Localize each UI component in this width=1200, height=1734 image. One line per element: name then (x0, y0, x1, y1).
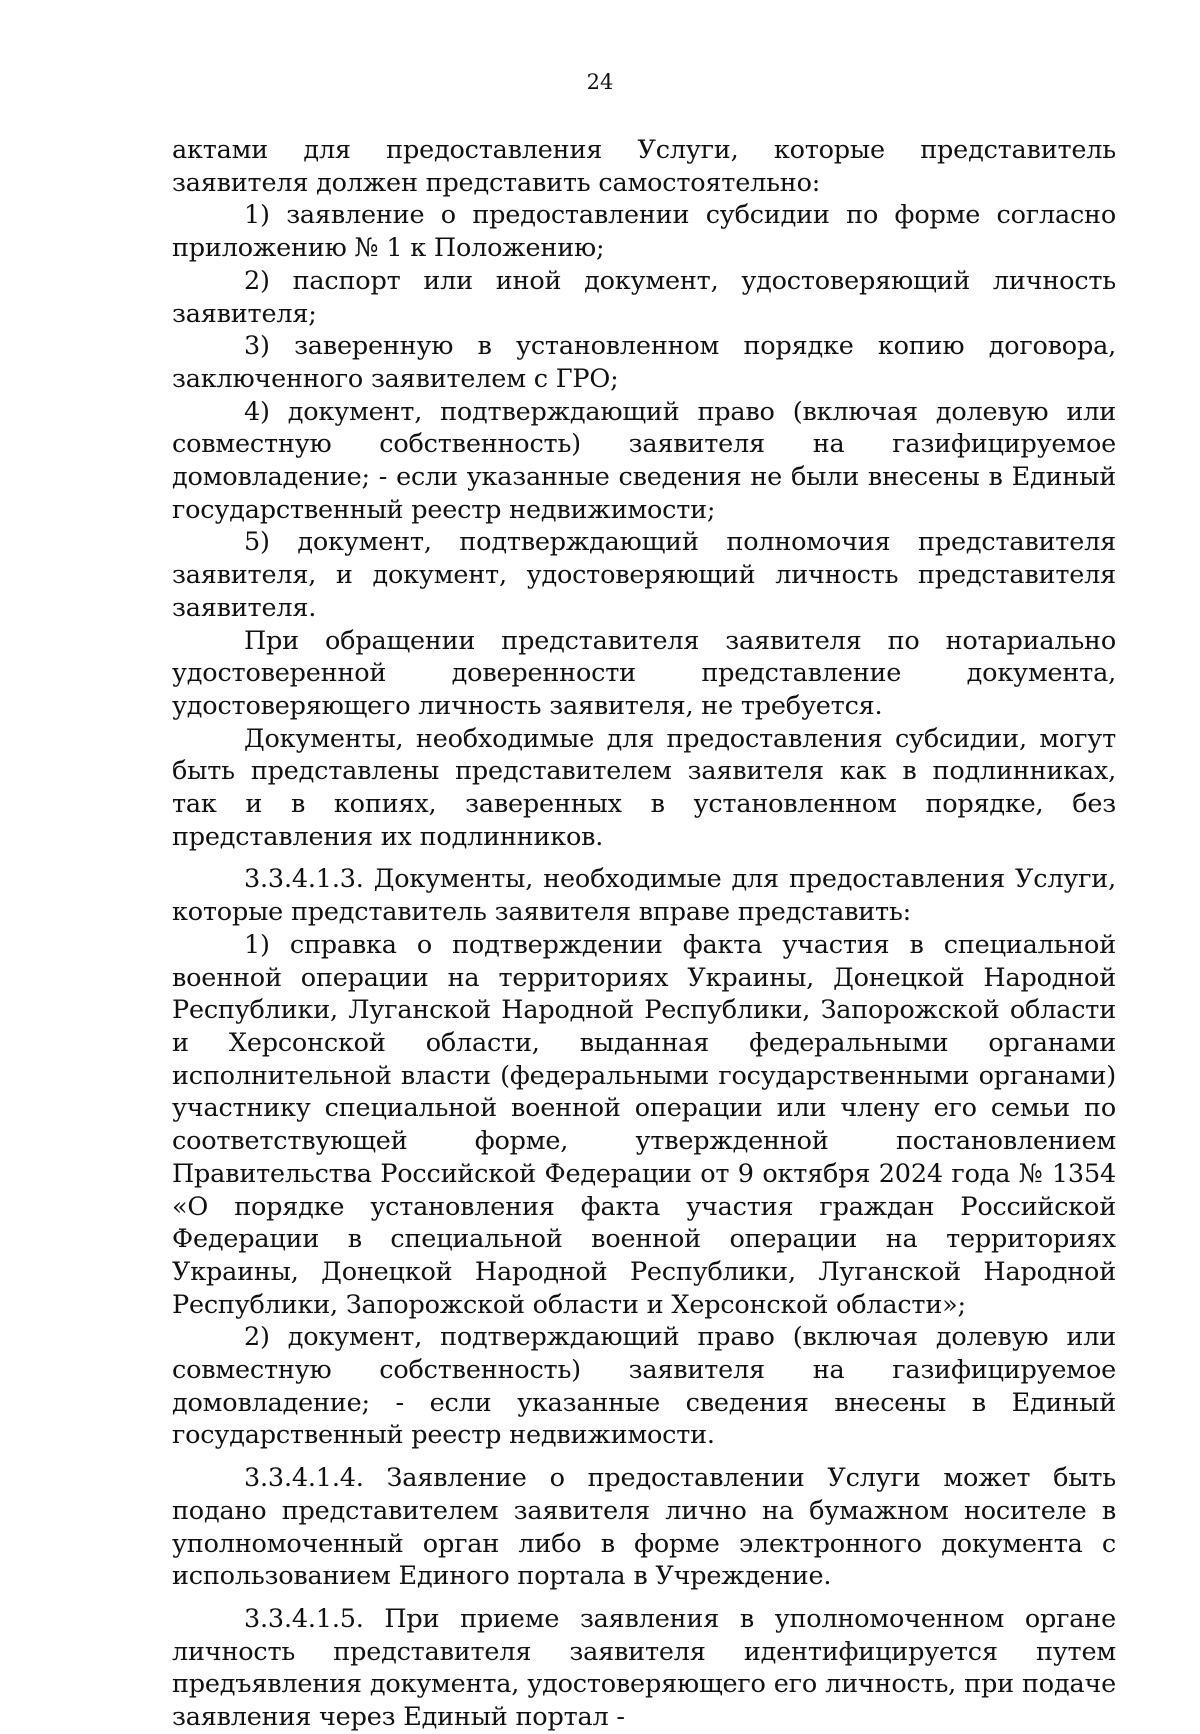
paragraph-intro: актами для предоставления Услуги, которые представитель заявителя должен представить самостоятельно: (172, 135, 1116, 198)
document-body (172, 134, 1116, 1734)
paragraph-originals-copies: Документы, необходимые для предоставления субсидии, могут быть представлены представителем заявителя как в подлинниках, так и в копиях, заверенных в установленном порядке, без представления их подлинников. (172, 723, 1116, 852)
list-item-contract-copy: 3) заверенную в установленном порядке копию договора, заключенного заявителем с ГРО; (172, 331, 1116, 394)
list-item-svo-certificate: 1) справка о подтверждении факта участия в специальной военной операции на территориях Украины, Донецкой Народной Республики, Луганской Народной Республики, Запорожской области и Херсонской области, выданная федеральными органами исполнительной власти (федеральными государственными органами) участнику специальной военной операции или члену его семьи по соответствующей форме, утвержденной постановлением Правительства Российской Федерации от 9 октября 2024 года № 1354 «О порядке установления факта участия граждан Российской Федерации в специальной военной операции на территориях Украины, Донецкой Народной Республики, Луганской Народной Республики, Запорожской области и Херсонской области»; (172, 929, 1116, 1320)
list-item-ownership-registry: 2) документ, подтверждающий право (включая долевую или совместную собственность) заявителя на газифицируемое домовладение; - если указанные сведения внесены в Единый государственный реестр недвижимости. (172, 1322, 1116, 1451)
list-item-ownership-document: 4) документ, подтверждающий право (включая долевую или совместную собственность) заявителя на газифицируемое домовладение; - если указанные сведения не были внесены в Единый государственный реестр недвижимости; (172, 396, 1116, 525)
section-3-3-4-1-4: 3.3.4.1.4. Заявление о предоставлении Услуги может быть подано представителем заявителя лично на бумажном носителе в уполномоченный орган либо в форме электронного документа с использованием Единого портала в Учреждение. (172, 1463, 1116, 1592)
paragraph-notarial-proxy: При обращении представителя заявителя по нотариально удостоверенной доверенности представление документа, удостоверяющего личность заявителя, не требуется. (172, 625, 1116, 721)
section-3-3-4-1-3: 3.3.4.1.3. Документы, необходимые для предоставления Услуги, которые представитель заявителя вправе представить: (172, 864, 1116, 928)
section-3-3-4-1-5: 3.3.4.1.5. При приеме заявления в уполномоченном органе личность представителя заявителя идентифицируется путем предъявления документа, удостоверяющего его личность, при подаче заявления через Единый портал - (172, 1603, 1116, 1733)
list-item-application: 1) заявление о предоставлении субсидии по форме согласно приложению № 1 к Положению; (172, 200, 1116, 264)
page-number: 24 (586, 70, 614, 94)
list-item-representative-authority: 5) документ, подтверждающий полномочия представителя заявителя, и документ, удостоверяющий личность представителя заявителя. (172, 527, 1116, 623)
list-item-passport: 2) паспорт или иной документ, удостоверяющий личность заявителя; (172, 265, 1116, 329)
